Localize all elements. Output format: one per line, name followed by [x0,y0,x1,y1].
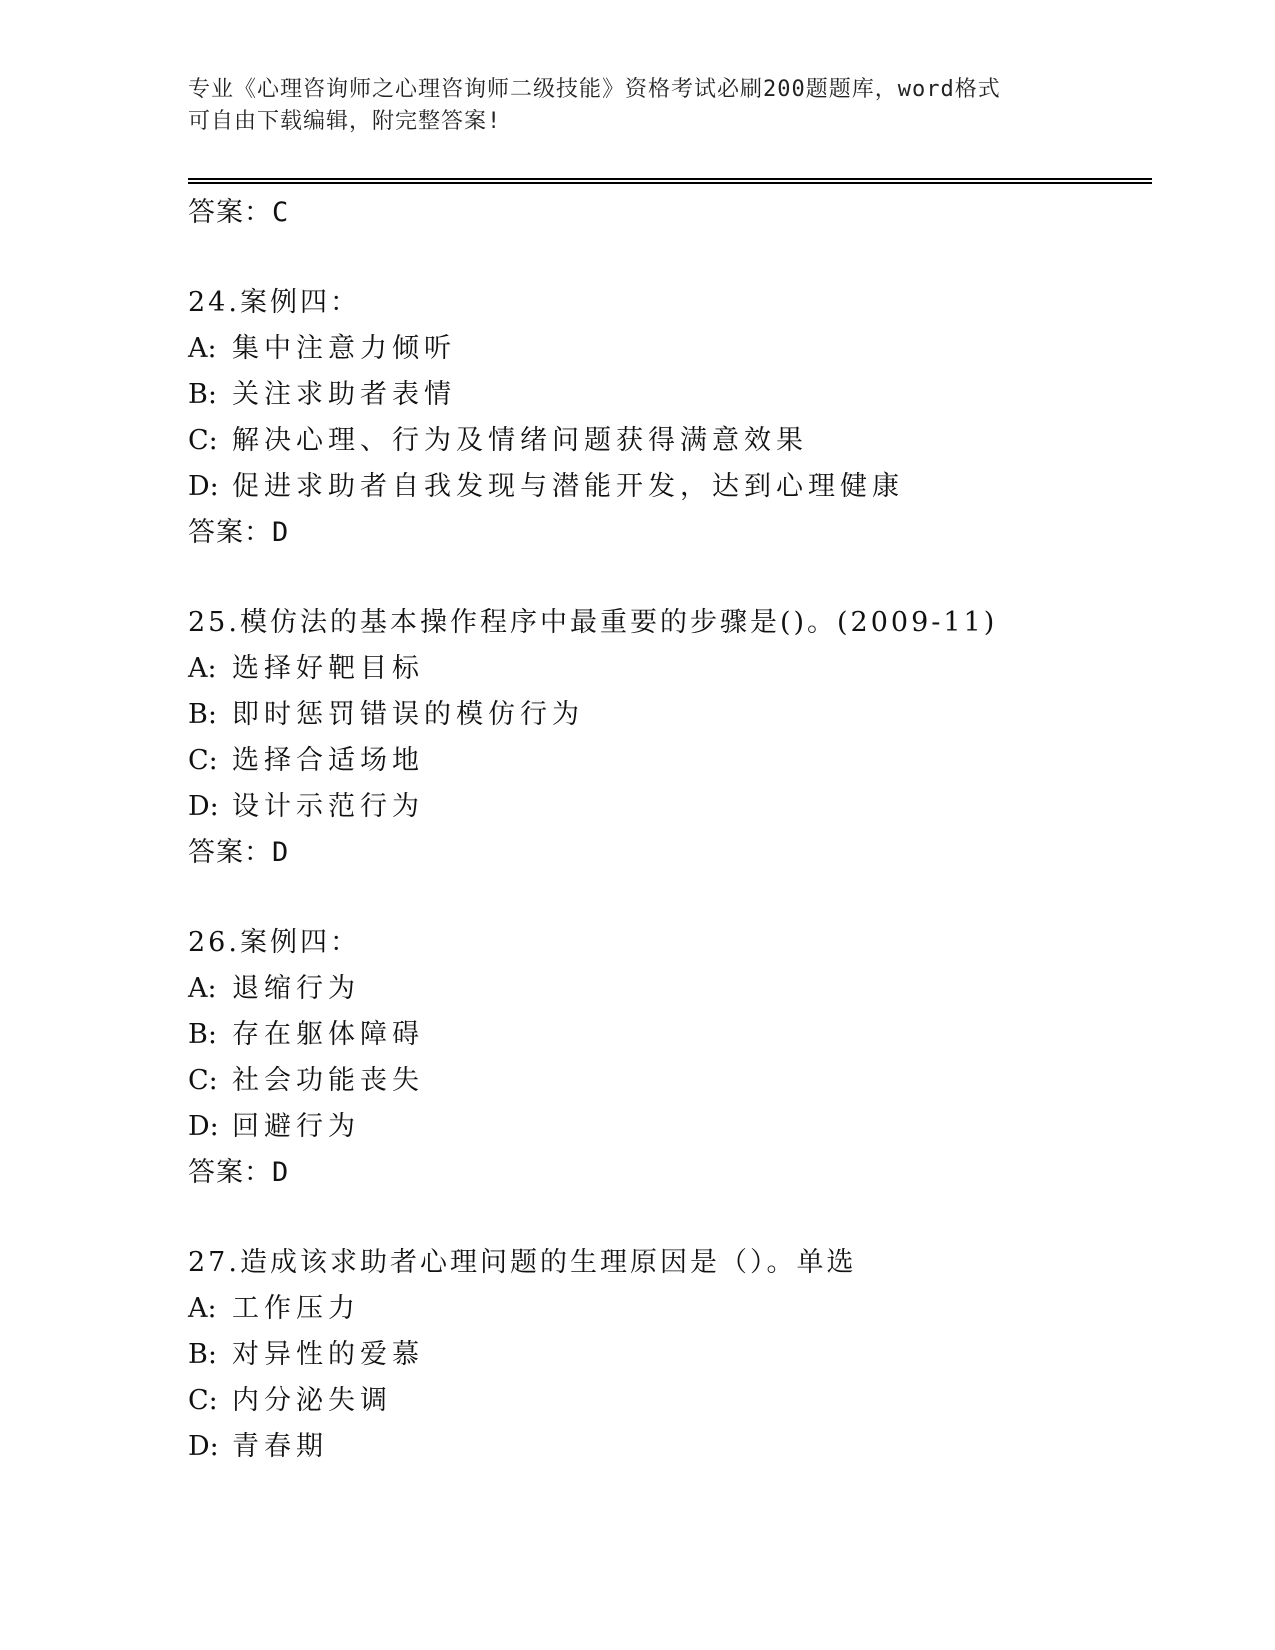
option-a [188,326,1148,372]
option-c [188,1378,1148,1424]
option-text: 存在躯体障碍 [232,1019,424,1050]
answer-value: D [272,837,290,868]
option-letter: A: [188,973,217,1004]
question-stem: 25.模仿法的基本操作程序中最重要的步骤是()。(2009-11) [188,607,998,638]
header-line-2: 可自由下载编辑，附完整答案! [188,109,502,134]
answer-value: C [272,197,290,228]
option-c [188,1058,1148,1104]
option-text: 关注求助者表情 [232,379,456,410]
option-text: 内分泌失调 [232,1385,392,1416]
option-letter: B: [188,1019,217,1050]
answer-label: 答案： [188,1157,272,1188]
answer-label: 答案： [188,197,272,228]
option-text: 设计示范行为 [232,791,424,822]
option-letter: B: [188,1339,217,1370]
question-stem: 24.案例四： [188,287,360,318]
answer-line [188,1150,1148,1196]
option-letter: A: [188,1293,217,1324]
document-header [188,74,1088,138]
option-d [188,464,1148,510]
option-text: 集中注意力倾听 [232,333,456,364]
option-b [188,692,1148,738]
option-letter: C: [188,425,218,456]
option-c [188,738,1148,784]
option-letter: D: [188,1431,219,1462]
option-d [188,1424,1148,1470]
option-b [188,372,1148,418]
answer-value: D [272,517,290,548]
header-divider-bottom [188,182,1152,184]
option-text: 对异性的爱慕 [232,1339,424,1370]
option-letter: C: [188,1385,218,1416]
option-text: 促进求助者自我发现与潜能开发，达到心理健康 [232,471,904,502]
question-block [188,280,1148,556]
option-letter: C: [188,1065,218,1096]
question-stem: 26.案例四： [188,927,360,958]
answer-line [188,190,1148,236]
option-letter: B: [188,699,217,730]
header-line-1: 专业《心理咨询师之心理咨询师二级技能》资格考试必刷200题题库，word格式 [188,77,1001,102]
option-text: 社会功能丧失 [232,1065,424,1096]
option-text: 青春期 [232,1431,328,1462]
option-letter: A: [188,653,217,684]
header-divider-top [188,178,1152,180]
option-b [188,1012,1148,1058]
question-block [188,1240,1148,1470]
option-letter: C: [188,745,218,776]
option-text: 回避行为 [232,1111,360,1142]
option-a [188,1286,1148,1332]
question-block [188,600,1148,876]
option-text: 解决心理、行为及情绪问题获得满意效果 [232,425,808,456]
option-text: 选择合适场地 [232,745,424,776]
option-c [188,418,1148,464]
option-d [188,784,1148,830]
answer-label: 答案： [188,517,272,548]
answer-value: D [272,1157,290,1188]
option-letter: D: [188,471,219,502]
option-d [188,1104,1148,1150]
option-letter: A: [188,333,217,364]
option-b [188,1332,1148,1378]
document-body [188,190,1148,1470]
option-text: 即时惩罚错误的模仿行为 [232,699,584,730]
option-text: 退缩行为 [232,973,360,1004]
question-block [188,920,1148,1196]
answer-label: 答案： [188,837,272,868]
option-letter: D: [188,791,219,822]
question-stem: 27.造成该求助者心理问题的生理原因是（）。单选 [188,1247,857,1278]
option-text: 工作压力 [232,1293,360,1324]
option-text: 选择好靶目标 [232,653,424,684]
option-a [188,966,1148,1012]
answer-line [188,510,1148,556]
answer-line [188,830,1148,876]
option-letter: D: [188,1111,219,1142]
option-a [188,646,1148,692]
option-letter: B: [188,379,217,410]
